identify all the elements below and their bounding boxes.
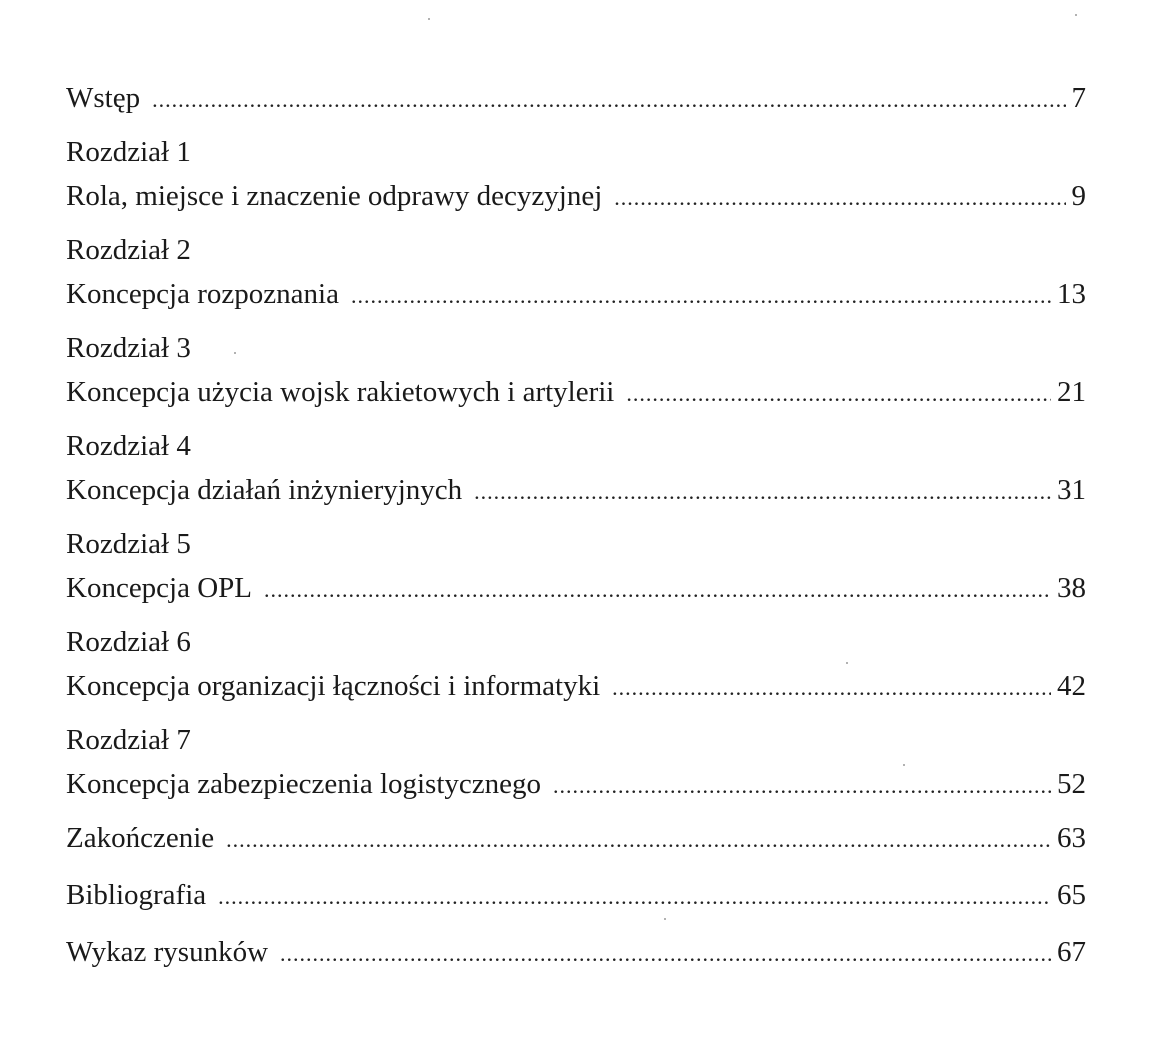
- toc-line: [66, 930, 1086, 974]
- dot-leader: [553, 764, 1051, 808]
- dot-leader: [614, 176, 1065, 220]
- scan-speck: [846, 662, 848, 664]
- toc-title: Koncepcja użycia wojsk rakietowych i artylerii: [66, 376, 615, 408]
- scan-speck: [234, 352, 236, 354]
- toc-line: [66, 566, 1086, 610]
- toc-entry-chapter-6: [66, 620, 1086, 708]
- scan-speck: [664, 918, 666, 920]
- chapter-label: Rozdział 7: [66, 724, 191, 756]
- toc-page-number: 63: [1057, 822, 1086, 854]
- toc-line: [66, 873, 1086, 917]
- toc-line: [66, 664, 1086, 708]
- toc-page-number: 42: [1057, 670, 1086, 702]
- toc-line: [66, 174, 1086, 218]
- chapter-label: Rozdział 3: [66, 332, 191, 364]
- dot-leader: [626, 372, 1051, 416]
- toc-line: [66, 468, 1086, 512]
- toc-title: Rola, miejsce i znaczenie odprawy decyzyjnej: [66, 180, 603, 212]
- scan-speck: [903, 764, 905, 766]
- toc-title: Wykaz rysunków: [66, 936, 269, 968]
- toc-entry-chapter-3: [66, 326, 1086, 414]
- toc-page-number: 9: [1071, 180, 1086, 212]
- toc-title: Bibliografia: [66, 879, 207, 911]
- toc-title: Koncepcja działań inżynieryjnych: [66, 474, 463, 506]
- toc-line: [66, 762, 1086, 806]
- toc-entry-conclusion: [66, 816, 1086, 860]
- toc-title: Wstęp: [66, 82, 141, 114]
- toc-entry-introduction: [66, 76, 1086, 120]
- toc-line: [66, 272, 1086, 316]
- dot-leader: [152, 78, 1065, 122]
- dot-leader: [280, 932, 1051, 976]
- toc-entry-chapter-7: [66, 718, 1086, 806]
- toc-entry-chapter-5: [66, 522, 1086, 610]
- chapter-label: Rozdział 1: [66, 136, 191, 168]
- chapter-label: Rozdział 6: [66, 626, 191, 658]
- scan-speck: [428, 18, 430, 20]
- chapter-label: Rozdział 4: [66, 430, 191, 462]
- toc-page-number: 7: [1071, 82, 1086, 114]
- toc-line: [66, 370, 1086, 414]
- toc-page-number: 38: [1057, 572, 1086, 604]
- dot-leader: [264, 568, 1051, 612]
- toc-line: [66, 816, 1086, 860]
- toc-entry-chapter-1: [66, 130, 1086, 218]
- toc-title: Koncepcja zabezpieczenia logistycznego: [66, 768, 542, 800]
- toc-title: Koncepcja OPL: [66, 572, 253, 604]
- toc-page-number: 65: [1057, 879, 1086, 911]
- toc-title: Zakończenie: [66, 822, 215, 854]
- toc-line: [66, 76, 1086, 120]
- toc-title: Koncepcja rozpoznania: [66, 278, 339, 310]
- toc-entry-chapter-4: [66, 424, 1086, 512]
- dot-leader: [351, 274, 1051, 318]
- toc-page-number: 13: [1057, 278, 1086, 310]
- dot-leader: [612, 666, 1051, 710]
- toc-page-number: 21: [1057, 376, 1086, 408]
- toc-page-number: 31: [1057, 474, 1086, 506]
- dot-leader: [474, 470, 1051, 514]
- toc-page-number: 52: [1057, 768, 1086, 800]
- toc-entry-chapter-2: [66, 228, 1086, 316]
- scan-speck: [1075, 14, 1077, 16]
- toc-entry-bibliography: [66, 873, 1086, 917]
- toc-entry-list-of-figures: [66, 930, 1086, 974]
- chapter-label: Rozdział 2: [66, 234, 191, 266]
- table-of-contents: [66, 76, 1086, 987]
- toc-title: Koncepcja organizacji łączności i informatyki: [66, 670, 601, 702]
- toc-page-number: 67: [1057, 936, 1086, 968]
- chapter-label: Rozdział 5: [66, 528, 191, 560]
- dot-leader: [218, 875, 1051, 919]
- dot-leader: [226, 818, 1051, 862]
